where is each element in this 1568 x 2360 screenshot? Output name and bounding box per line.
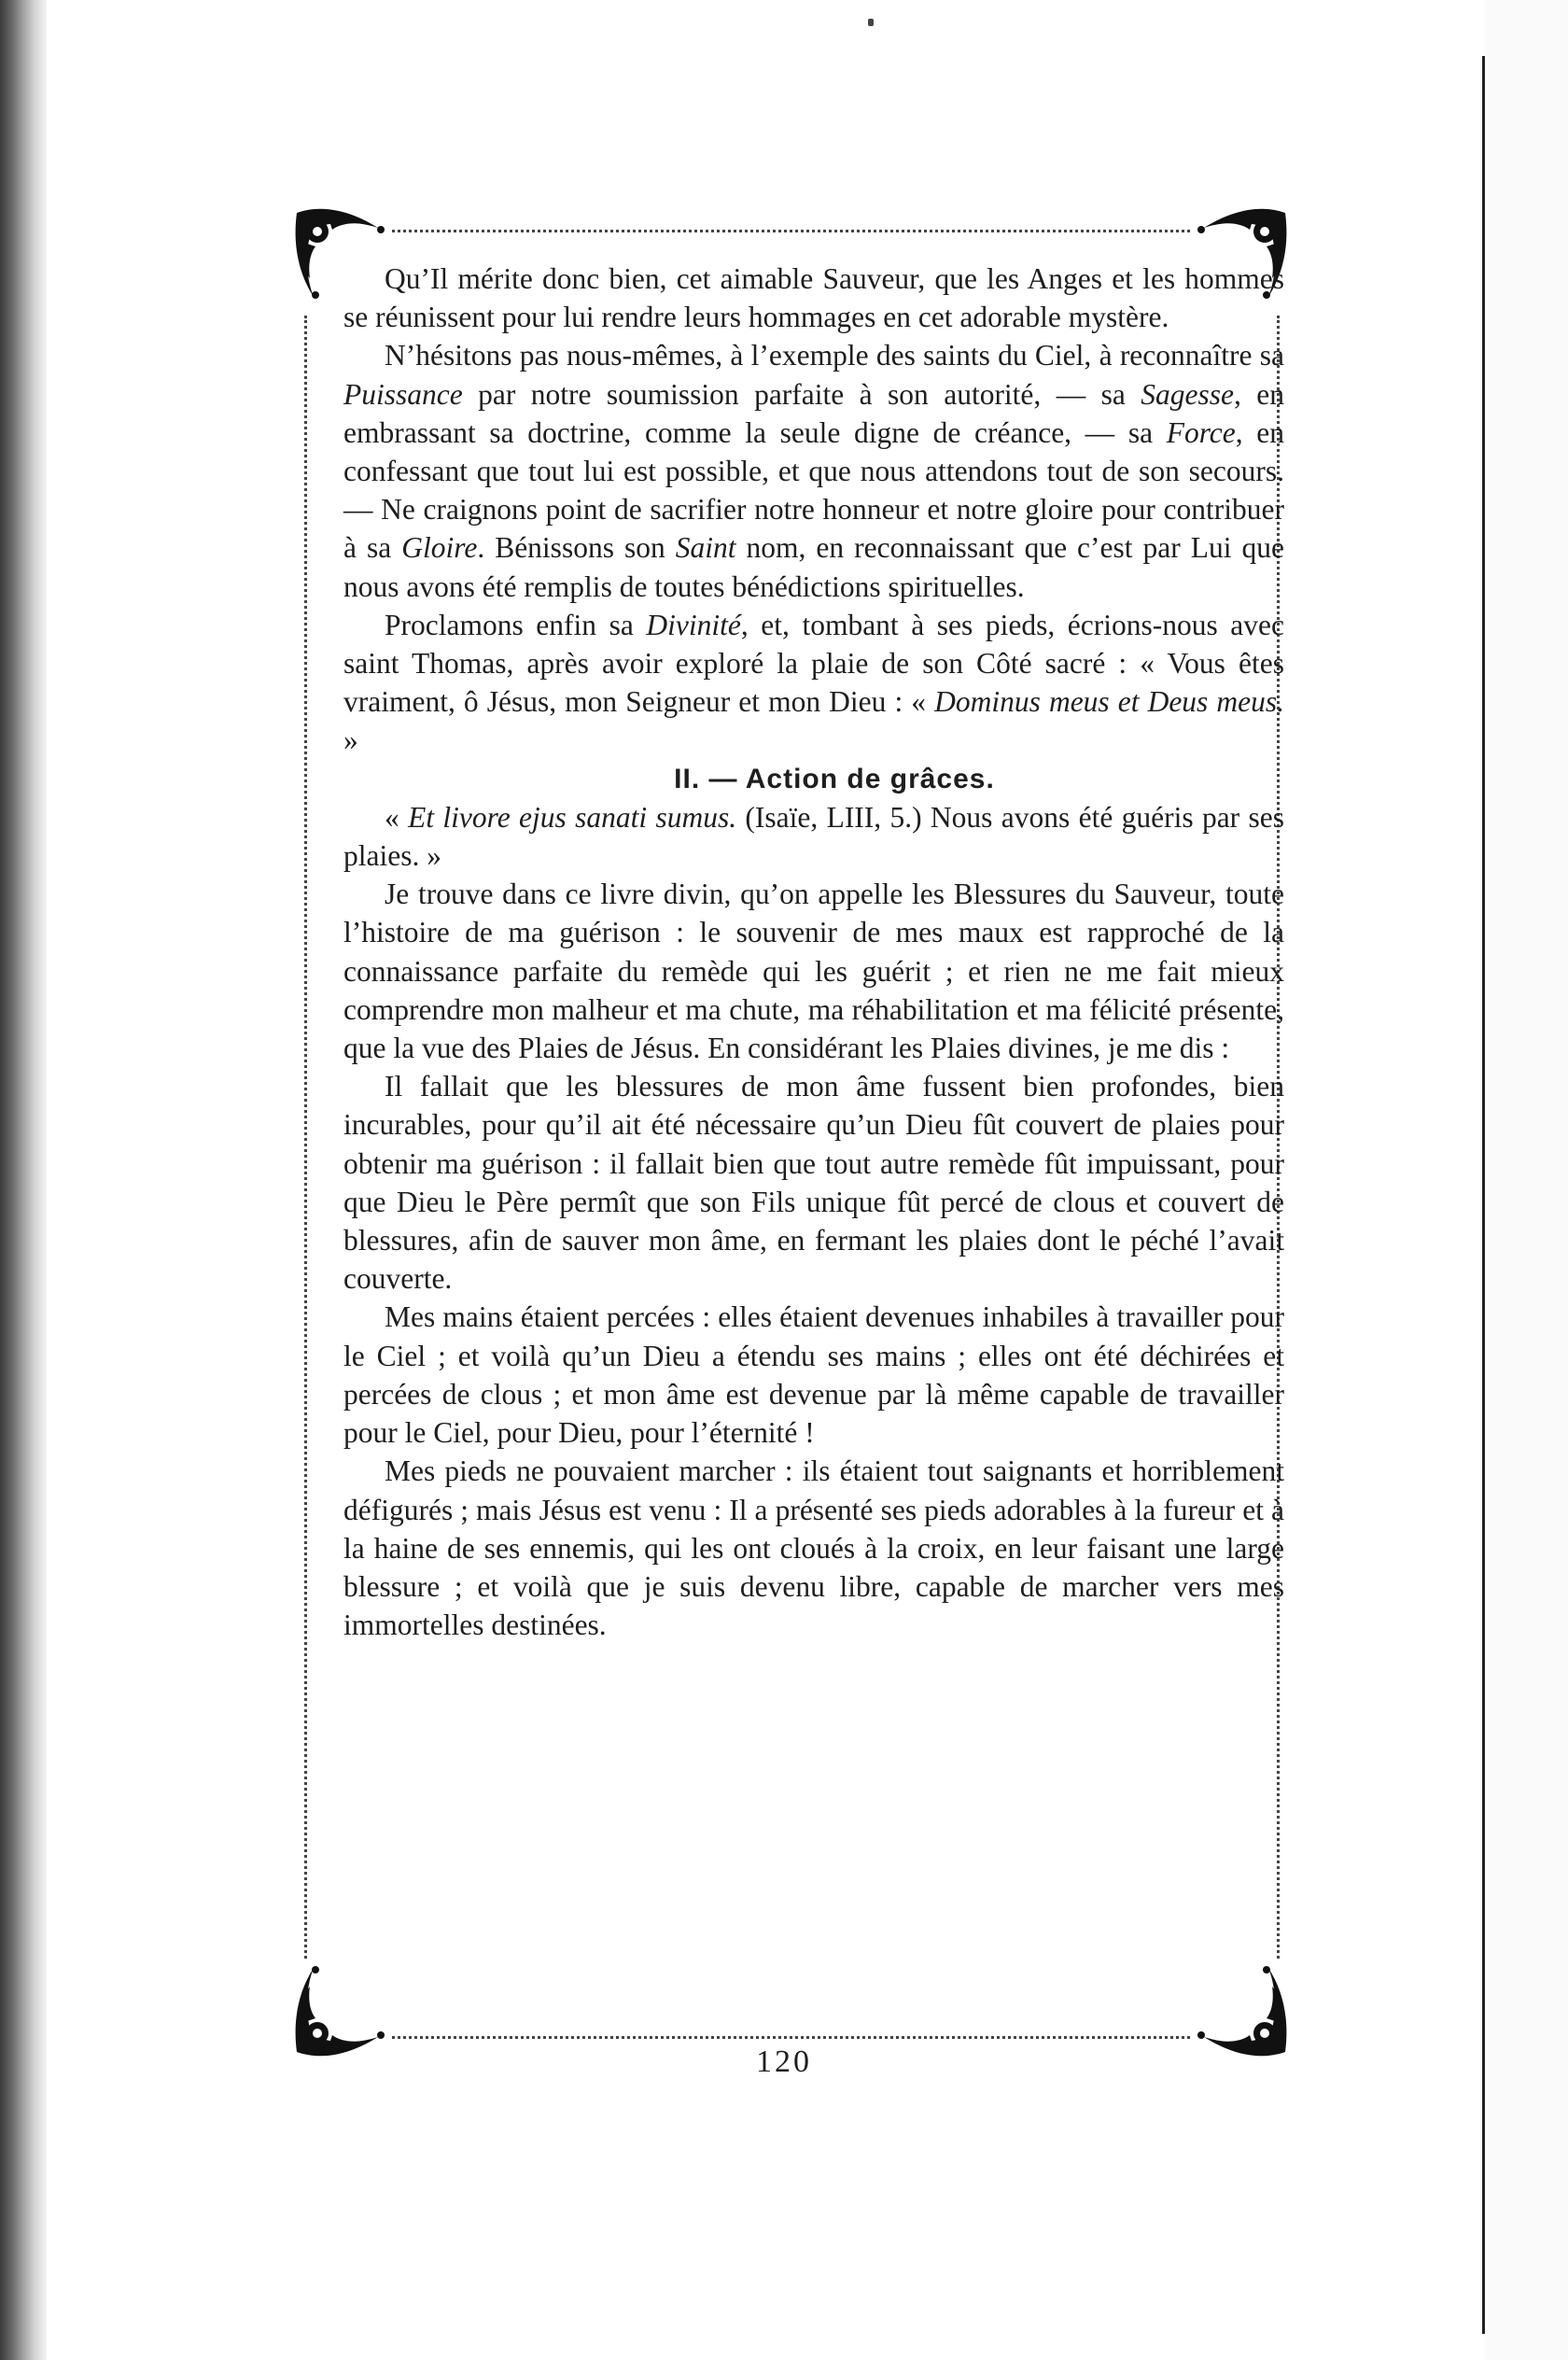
page-number: 120 [756,2044,812,2079]
paragraph: Il fallait que les blessures de mon âme fussent bien profondes, bien incurables, pour qu’il ait été nécessaire qu’un Dieu fût couvert de plaies pour obtenir ma guérison : il fallait bien que tout autre remède fût impuissant, pour que Dieu le Père permît que son Fils unique fût percé de clous et couvert de blessures, afin de sauver mon âme, en fermant les plaies dont le péché l’avait couverte. [343,1070,1284,1296]
page-body [343,260,1284,1644]
ink-speck [868,19,874,26]
section-heading: II. — Action de grâces. [674,763,995,794]
italic-term: Force [1166,415,1236,449]
italic-term: Divinité [646,608,741,641]
adjacent-page [1485,0,1568,2360]
paragraph [343,336,1284,605]
text-run: par notre soumission parfaite à son autorité, — sa [462,377,1141,411]
italic-term: Sagesse [1141,377,1234,411]
text-run: « [385,800,409,834]
text-run: Proclamons enfin sa [385,608,647,641]
latin-quote: Dominus meus et Deus meus. [934,685,1284,719]
italic-term: Puissance [343,377,463,411]
book-spine-shadow [0,0,47,2360]
text-run: , en confessant que tout lui est possible, et que nous attendons tout de son secours. — Ne craignons point de sacrifier notre honneur et notre gloire pour contribuer à sa [343,415,1284,565]
paragraph [343,798,1284,875]
text-run: , et, tombant à ses pieds, écrions-nous avec saint Thomas, après avoir exploré la plaie de son Côté sacré : « Vous êtes vraiment, ô Jésus, mon Seigneur et mon Dieu : « [343,608,1284,719]
italic-term: Gloire [401,531,478,565]
text-run: , en embrassant sa doctrine, comme la seule digne de créance, — sa [343,377,1284,449]
paragraph: Mes pieds ne pouvaient marcher : ils étaient tout saignants et horriblement défigurés ; mais Jésus est venu : Il a présenté ses pieds adorables à la fureur et à la haine de ses ennemis, qui les ont cloués à la croix, en leur faisant une large blessure ; et voilà que je suis devenu libre, capable de marcher vers mes immortelles destinées. [343,1454,1284,1642]
text-run: N’hésitons pas nous-mêmes, à l’exemple des saints du Ciel, à reconnaître sa [385,339,1284,372]
paragraph [343,606,1284,760]
latin-quote: Et livore ejus sanati sumus. [408,800,737,834]
paragraph: Mes mains étaient percées : elles étaient devenues inhabiles à travailler pour le Ciel ; et voilà qu’un Dieu a étendu ses mains ; elles ont été déchirées et percées de clous ; et mon âme est devenue par là même capable de travailler pour le Ciel, pour Dieu, pour l’éternité ! [343,1300,1284,1450]
text-run: . Bénissons son [477,531,676,565]
text-run: (Isaïe, LIII, 5.) Nous avons été guéris par ses plaies. » [343,800,1284,873]
border-rule-bottom [392,2036,1190,2039]
border-rule-left [304,316,307,1959]
paragraph: Qu’Il mérite donc bien, cet aimable Sauveur, que les Anges et les hommes se réunissent pour lui rendre leurs hommages en cet adorable mystère. [343,262,1284,334]
italic-term: Saint [675,531,736,565]
text-run: nom, en reconnaissant que c’est par Lui que nous avons été remplis de toutes bénédictions spirituelles. [343,531,1284,603]
paragraph: Je trouve dans ce livre divin, qu’on appelle les Blessures du Sauveur, toute l’histoire de ma guérison : le souvenir de mes maux est rapproché de la connaissance parfaite du remède qui les guérit ; et rien ne me fait mieux comprendre mon malheur et ma chute, ma réhabilitation et ma félicité présente, que la vue des Plaies de Jésus. En considérant les Plaies divines, je me dis : [343,878,1284,1065]
border-rule-top [392,230,1190,232]
text-run: » [343,723,358,757]
